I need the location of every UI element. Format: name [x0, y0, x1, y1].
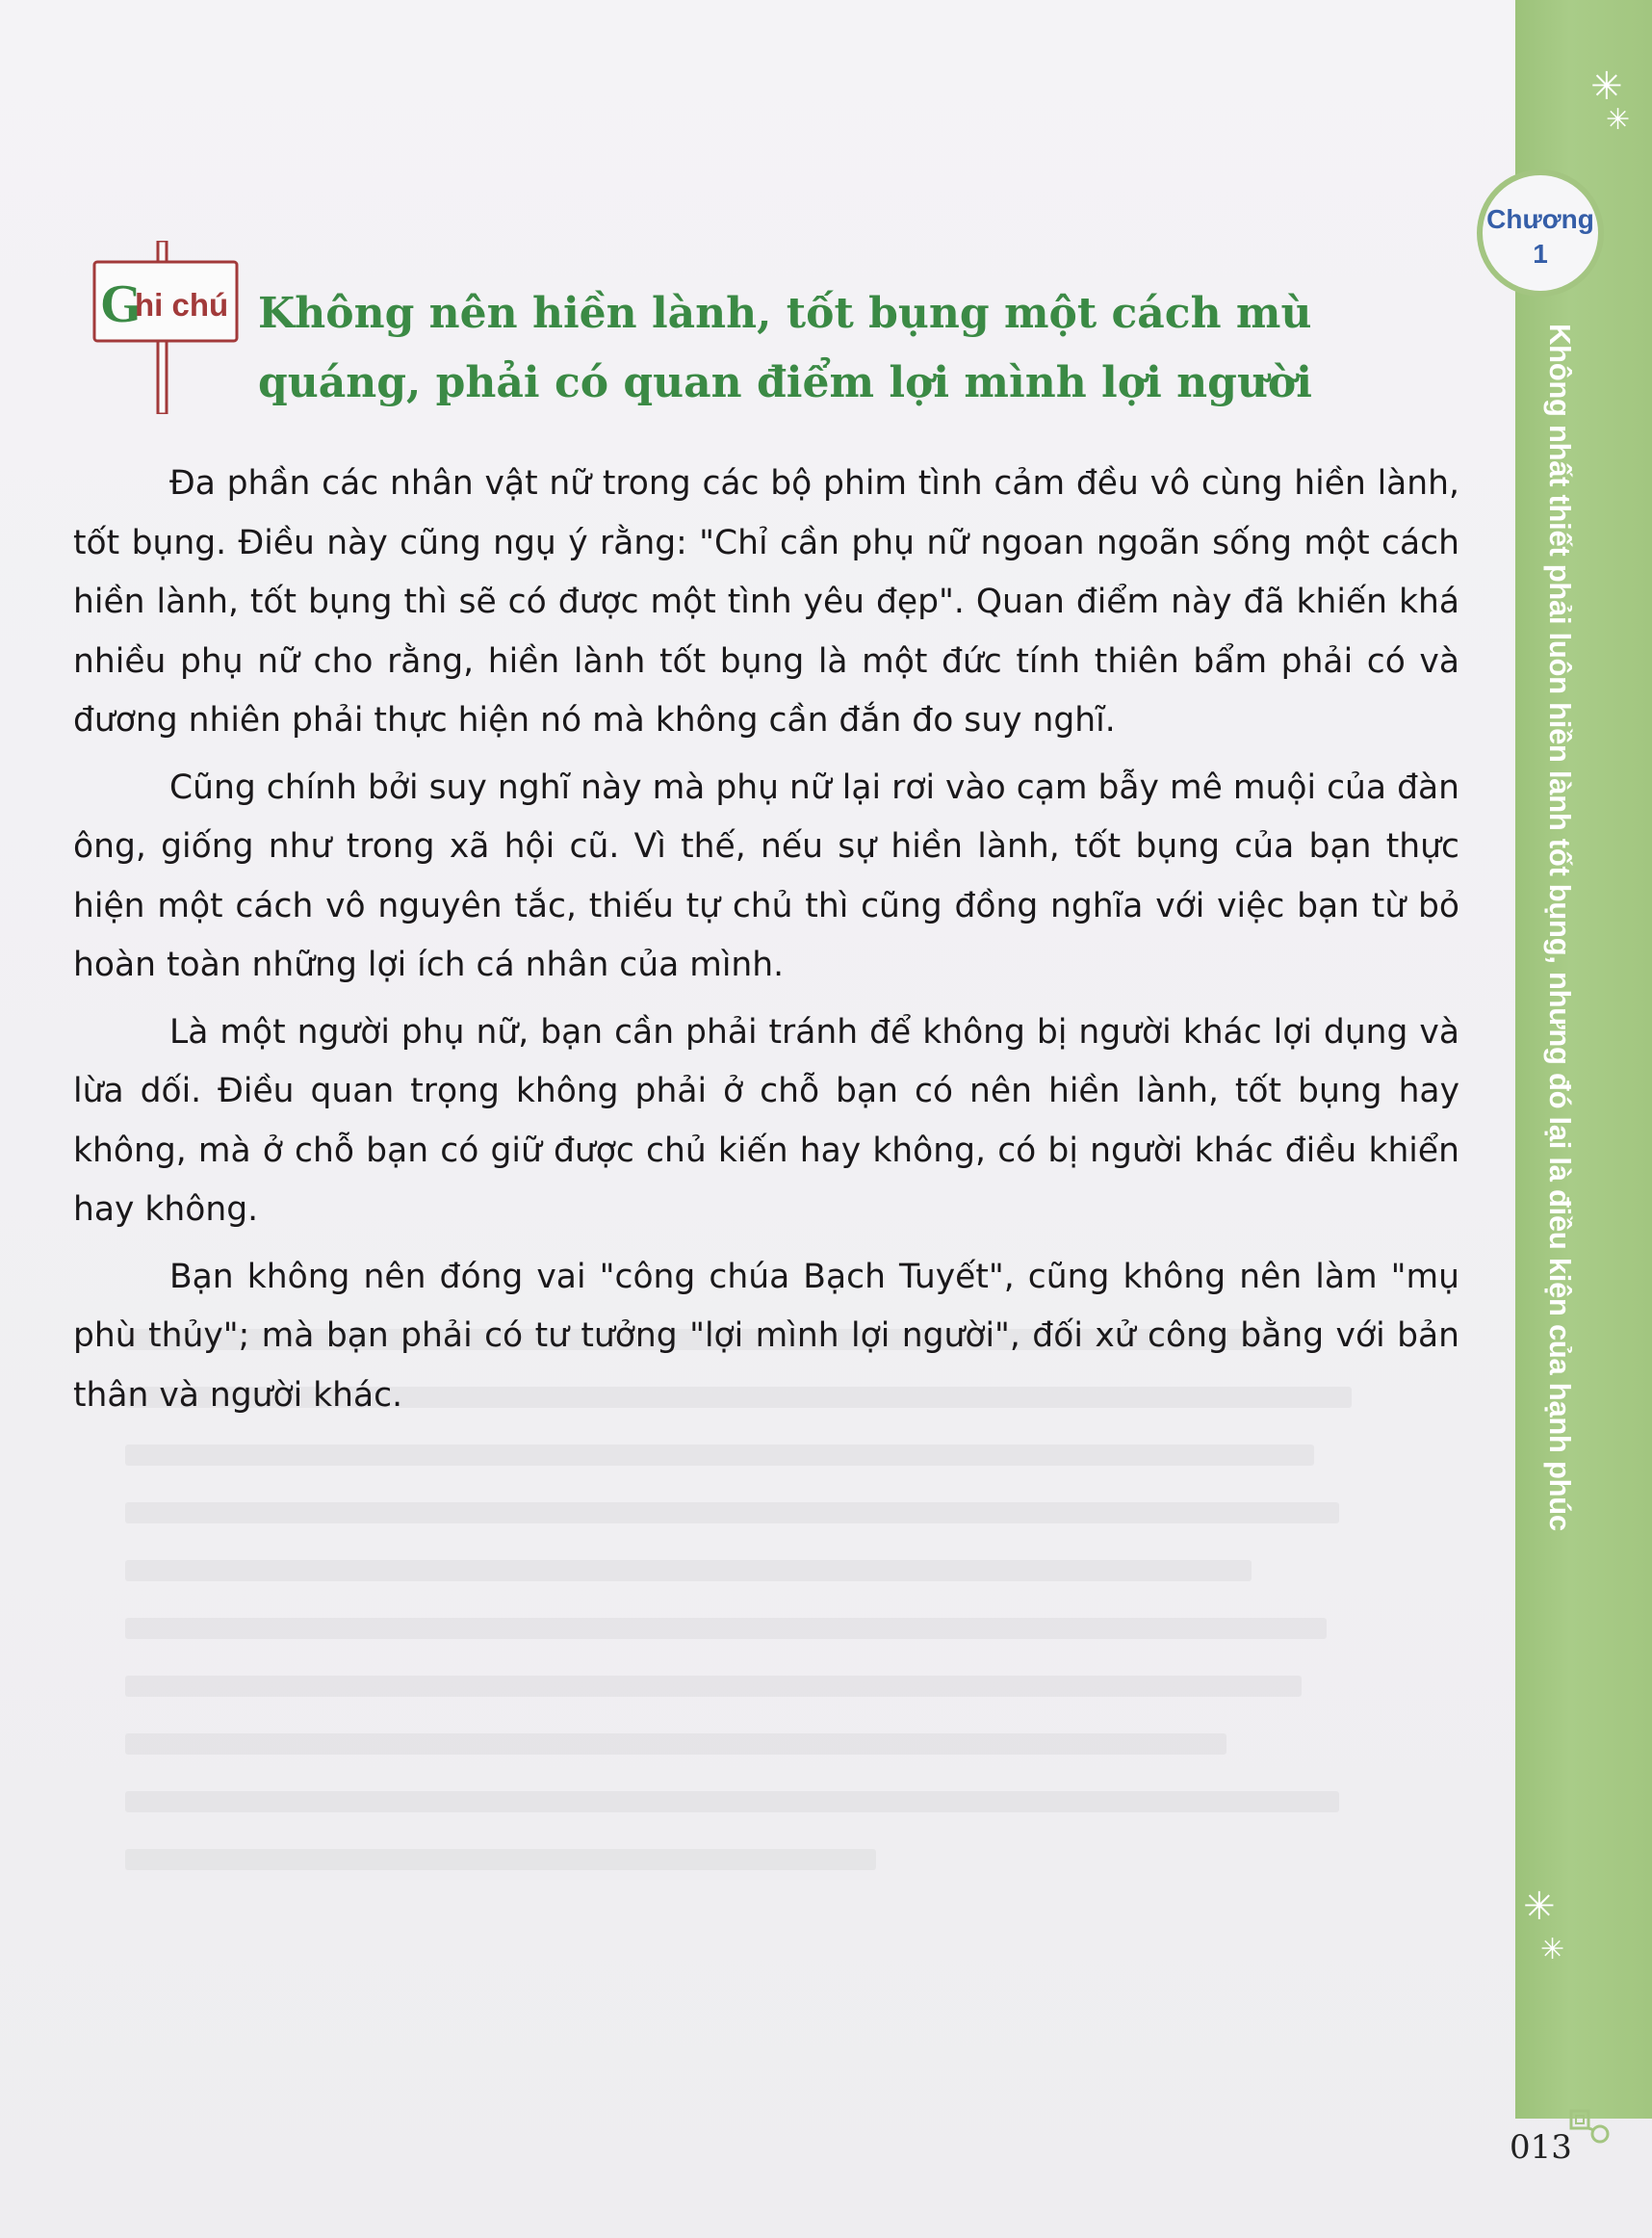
page-corner-icon	[1567, 2109, 1613, 2147]
snowflake-icon: ✳	[1523, 1885, 1556, 1929]
note-sign-label: hi chú	[135, 287, 229, 323]
show-through-lines	[125, 1329, 1377, 2099]
section-heading: Không nên hiền lành, tốt bụng một cách mù quáng, phải có quan điểm lợi mình lợi người	[258, 289, 1312, 407]
chapter-number: 1	[1533, 239, 1548, 269]
chapter-label: Chương	[1486, 204, 1594, 234]
note-sign-initial: G	[100, 274, 142, 334]
signpost-icon	[92, 241, 239, 414]
chapter-badge	[1477, 169, 1604, 297]
snowflake-icon: ✳	[1590, 65, 1623, 109]
page-number: 013	[1510, 2128, 1572, 2167]
paragraph: Là một người phụ nữ, bạn cần phải tránh để không bị người khác lợi dụng và lừa dối. Điều quan trọng không phải ở chỗ bạn có nên hiền lành, tốt bụng hay không, mà ở chỗ bạn có giữ được chủ kiến hay không, có bị người khác điều khiển hay không.	[73, 1012, 1459, 1229]
snowflake-icon: ✳	[1540, 1933, 1565, 1966]
body-text	[73, 455, 1459, 1433]
paragraph: Cũng chính bởi suy nghĩ này mà phụ nữ lại rơi vào cạm bẫy mê muội của đàn ông, giống như trong xã hội cũ. Vì thế, nếu sự hiền lành, tốt bụng của bạn thực hiện một cách vô nguyên tắc, thiếu tự chủ thì cũng đồng nghĩa với việc bạn từ bỏ hoàn toàn những lợi ích cá nhân của mình.	[73, 768, 1459, 984]
paragraph: Đa phần các nhân vật nữ trong các bộ phim tình cảm đều vô cùng hiền lành, tốt bụng. Điều này cũng ngụ ý rằng: "Chỉ cần phụ nữ ngoan ngoãn sống một cách hiền lành, tốt bụng thì sẽ có được một tình yêu đẹp". Quan điểm này đã khiến khá nhiều phụ nữ cho rằng, hiền lành tốt bụng là một đức tính thiên bẩm phải có và đương nhiên phải thực hiện nó mà không cần đắn đo suy nghĩ.	[73, 464, 1459, 740]
snowflake-icon: ✳	[1606, 103, 1631, 137]
paragraph: Bạn không nên đóng vai "công chúa Bạch Tuyết", cũng không nên làm "mụ phù thủy"; mà bạn phải có tư tưởng "lợi mình lợi người", đối xử công bằng với bản thân và người khác.	[73, 1257, 1459, 1415]
chapter-side-title: Không nhất thiết phải luôn hiền lành tốt bụng, nhưng đó lại là điều kiện của hạnh phúc	[1543, 324, 1577, 1531]
